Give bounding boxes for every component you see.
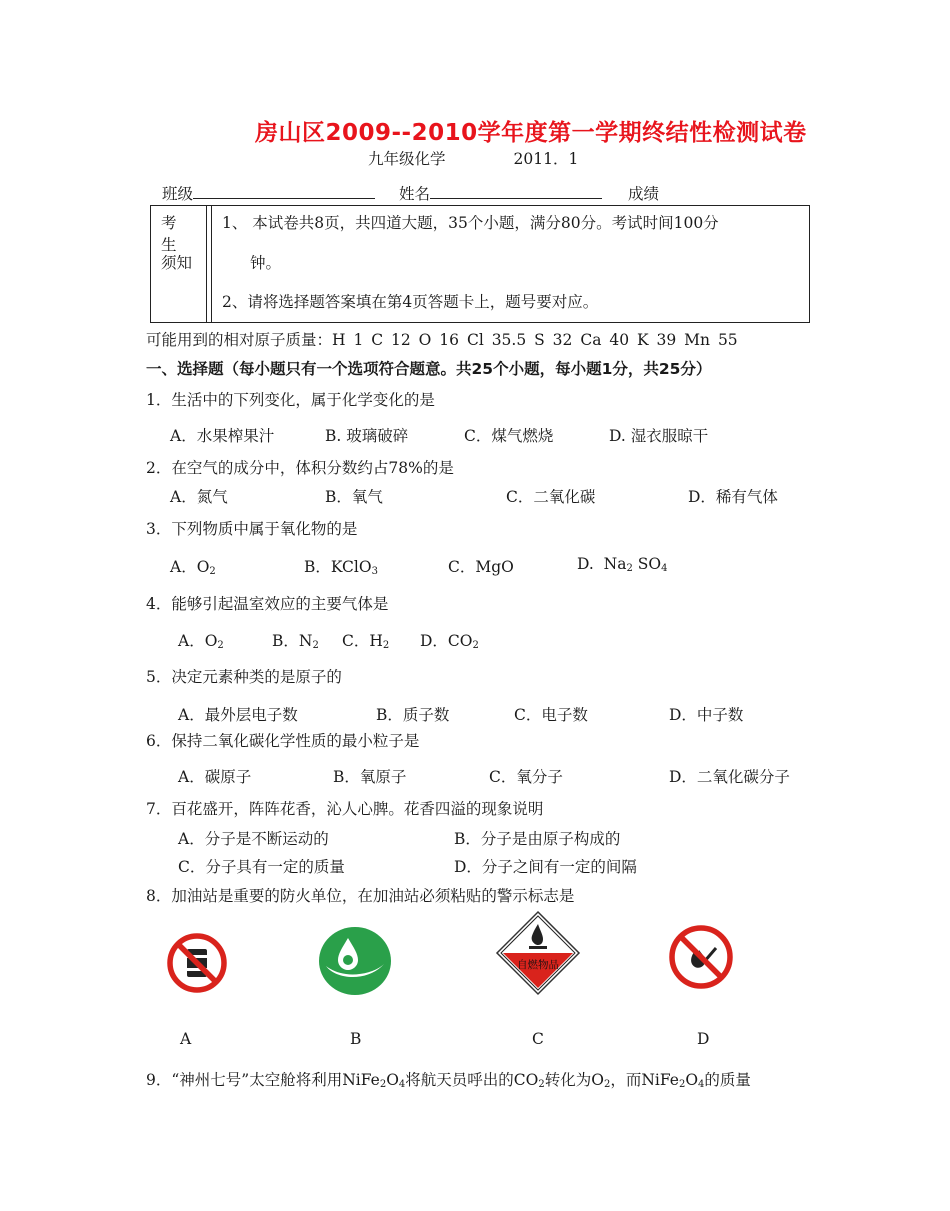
- sign-c-option-label: C: [532, 1030, 544, 1048]
- question-stem: 2．在空气的成分中，体积分数约占78%的是: [146, 459, 454, 477]
- option[interactable]: B．质子数: [376, 706, 450, 724]
- option[interactable]: C．$H_2$: [342, 632, 390, 651]
- option[interactable]: C．MgO: [448, 558, 514, 576]
- option[interactable]: B．氧原子: [333, 768, 407, 786]
- option[interactable]: C．氧分子: [489, 768, 563, 786]
- class-blank[interactable]: [193, 182, 375, 199]
- question-stem: 1．生活中的下列变化，属于化学变化的是: [146, 391, 435, 409]
- score-label: 成绩: [628, 185, 660, 203]
- question-stem: 3．下列物质中属于氧化物的是: [146, 520, 358, 538]
- subtitle: [368, 147, 578, 169]
- notice-box: [150, 205, 810, 323]
- notice-item-2: 2、请将选择题答案填在第4页答题卡上，题号要对应。: [222, 293, 599, 311]
- option[interactable]: B. 玻璃破碎: [325, 427, 409, 445]
- name-label: 姓名: [399, 185, 431, 203]
- question-stem: 9．“神州七号”太空舱将利用$NiFe_2O_4$将航天员呼出的$CO_2$转化为$O_2$，而$NiFe_2O_4$的质量: [146, 1071, 751, 1090]
- option[interactable]: B．氧气: [325, 488, 383, 506]
- question-stem: 7．百花盛开，阵阵花香，沁人心脾。花香四溢的现象说明: [146, 800, 544, 818]
- notice-body: [211, 206, 809, 322]
- option[interactable]: D．分子之间有一定的间隔: [454, 858, 637, 876]
- subject: 九年级化学: [368, 150, 446, 168]
- student-info-line: [162, 182, 659, 204]
- sign-c-label: 自燃物品: [517, 959, 559, 971]
- option[interactable]: D．稀有气体: [688, 488, 778, 506]
- sign-b-label: B: [350, 1030, 362, 1048]
- section-heading: 一、选择题（每小题只有一个选项符合题意。共25个小题，每小题1分，共25分）: [146, 360, 712, 378]
- option[interactable]: B．KClO$_3$: [304, 558, 378, 577]
- option[interactable]: B．分子是由原子构成的: [454, 830, 621, 848]
- question-stem: 4．能够引起温室效应的主要气体是: [146, 595, 389, 613]
- option[interactable]: A．$O_2$: [178, 632, 224, 651]
- notice-item-1: 1、 本试卷共8页，共四道大题，35个小题，满分80分。考试时间100分: [222, 214, 719, 232]
- notice-label-cell: [151, 206, 207, 322]
- option[interactable]: A．碳原子: [178, 768, 252, 786]
- option[interactable]: C．分子具有一定的质量: [178, 858, 345, 876]
- question-stem: 5．决定元素种类的是原子的: [146, 668, 342, 686]
- notice-label-line2: 须知: [161, 254, 193, 272]
- question-stem: 8．加油站是重要的防火单位，在加油站必须粘贴的警示标志是: [146, 887, 575, 905]
- option[interactable]: C．电子数: [514, 706, 588, 724]
- notice-label-line1: 考生: [161, 214, 185, 254]
- exam-date: 2011．1: [513, 150, 579, 168]
- atomic-masses: 可能用到的相对原子质量：H 1 C 12 O 16 Cl 35.5 S 32 Ca 40 K 39 Mn 55: [146, 331, 738, 349]
- option[interactable]: A．最外层电子数: [178, 706, 298, 724]
- water-saving-sign-icon[interactable]: [318, 926, 392, 996]
- spontaneous-combustion-sign-icon[interactable]: [495, 910, 581, 996]
- page-title: 房山区2009--2010学年度第一学期终结性检测试卷: [255, 120, 807, 146]
- option[interactable]: A．分子是不断运动的: [178, 830, 329, 848]
- option[interactable]: C．二氧化碳: [506, 488, 596, 506]
- option[interactable]: C．煤气燃烧: [464, 427, 554, 445]
- sign-d-label: D: [697, 1030, 710, 1048]
- option[interactable]: D. 湿衣服晾干: [609, 427, 709, 445]
- notice-item-1-cont: 钟。: [250, 254, 282, 272]
- option[interactable]: D．二氧化碳分子: [669, 768, 790, 786]
- option[interactable]: D. $Na_2$ $SO_4$: [577, 555, 668, 574]
- class-label: 班级: [162, 185, 194, 203]
- option[interactable]: D．$CO_2$: [420, 632, 479, 651]
- no-oil-drum-sign-icon[interactable]: [166, 932, 228, 994]
- option[interactable]: A．氮气: [170, 488, 228, 506]
- name-blank[interactable]: [430, 182, 602, 199]
- option[interactable]: B．$N_2$: [272, 632, 319, 651]
- option[interactable]: A．水果榨果汁: [170, 427, 275, 445]
- sign-a-label: A: [180, 1030, 192, 1048]
- option[interactable]: A．$O_2$: [170, 558, 216, 577]
- question-stem: 6．保持二氧化碳化学性质的最小粒子是: [146, 732, 420, 750]
- option[interactable]: D．中子数: [669, 706, 744, 724]
- no-smoking-sign-icon[interactable]: [668, 924, 734, 990]
